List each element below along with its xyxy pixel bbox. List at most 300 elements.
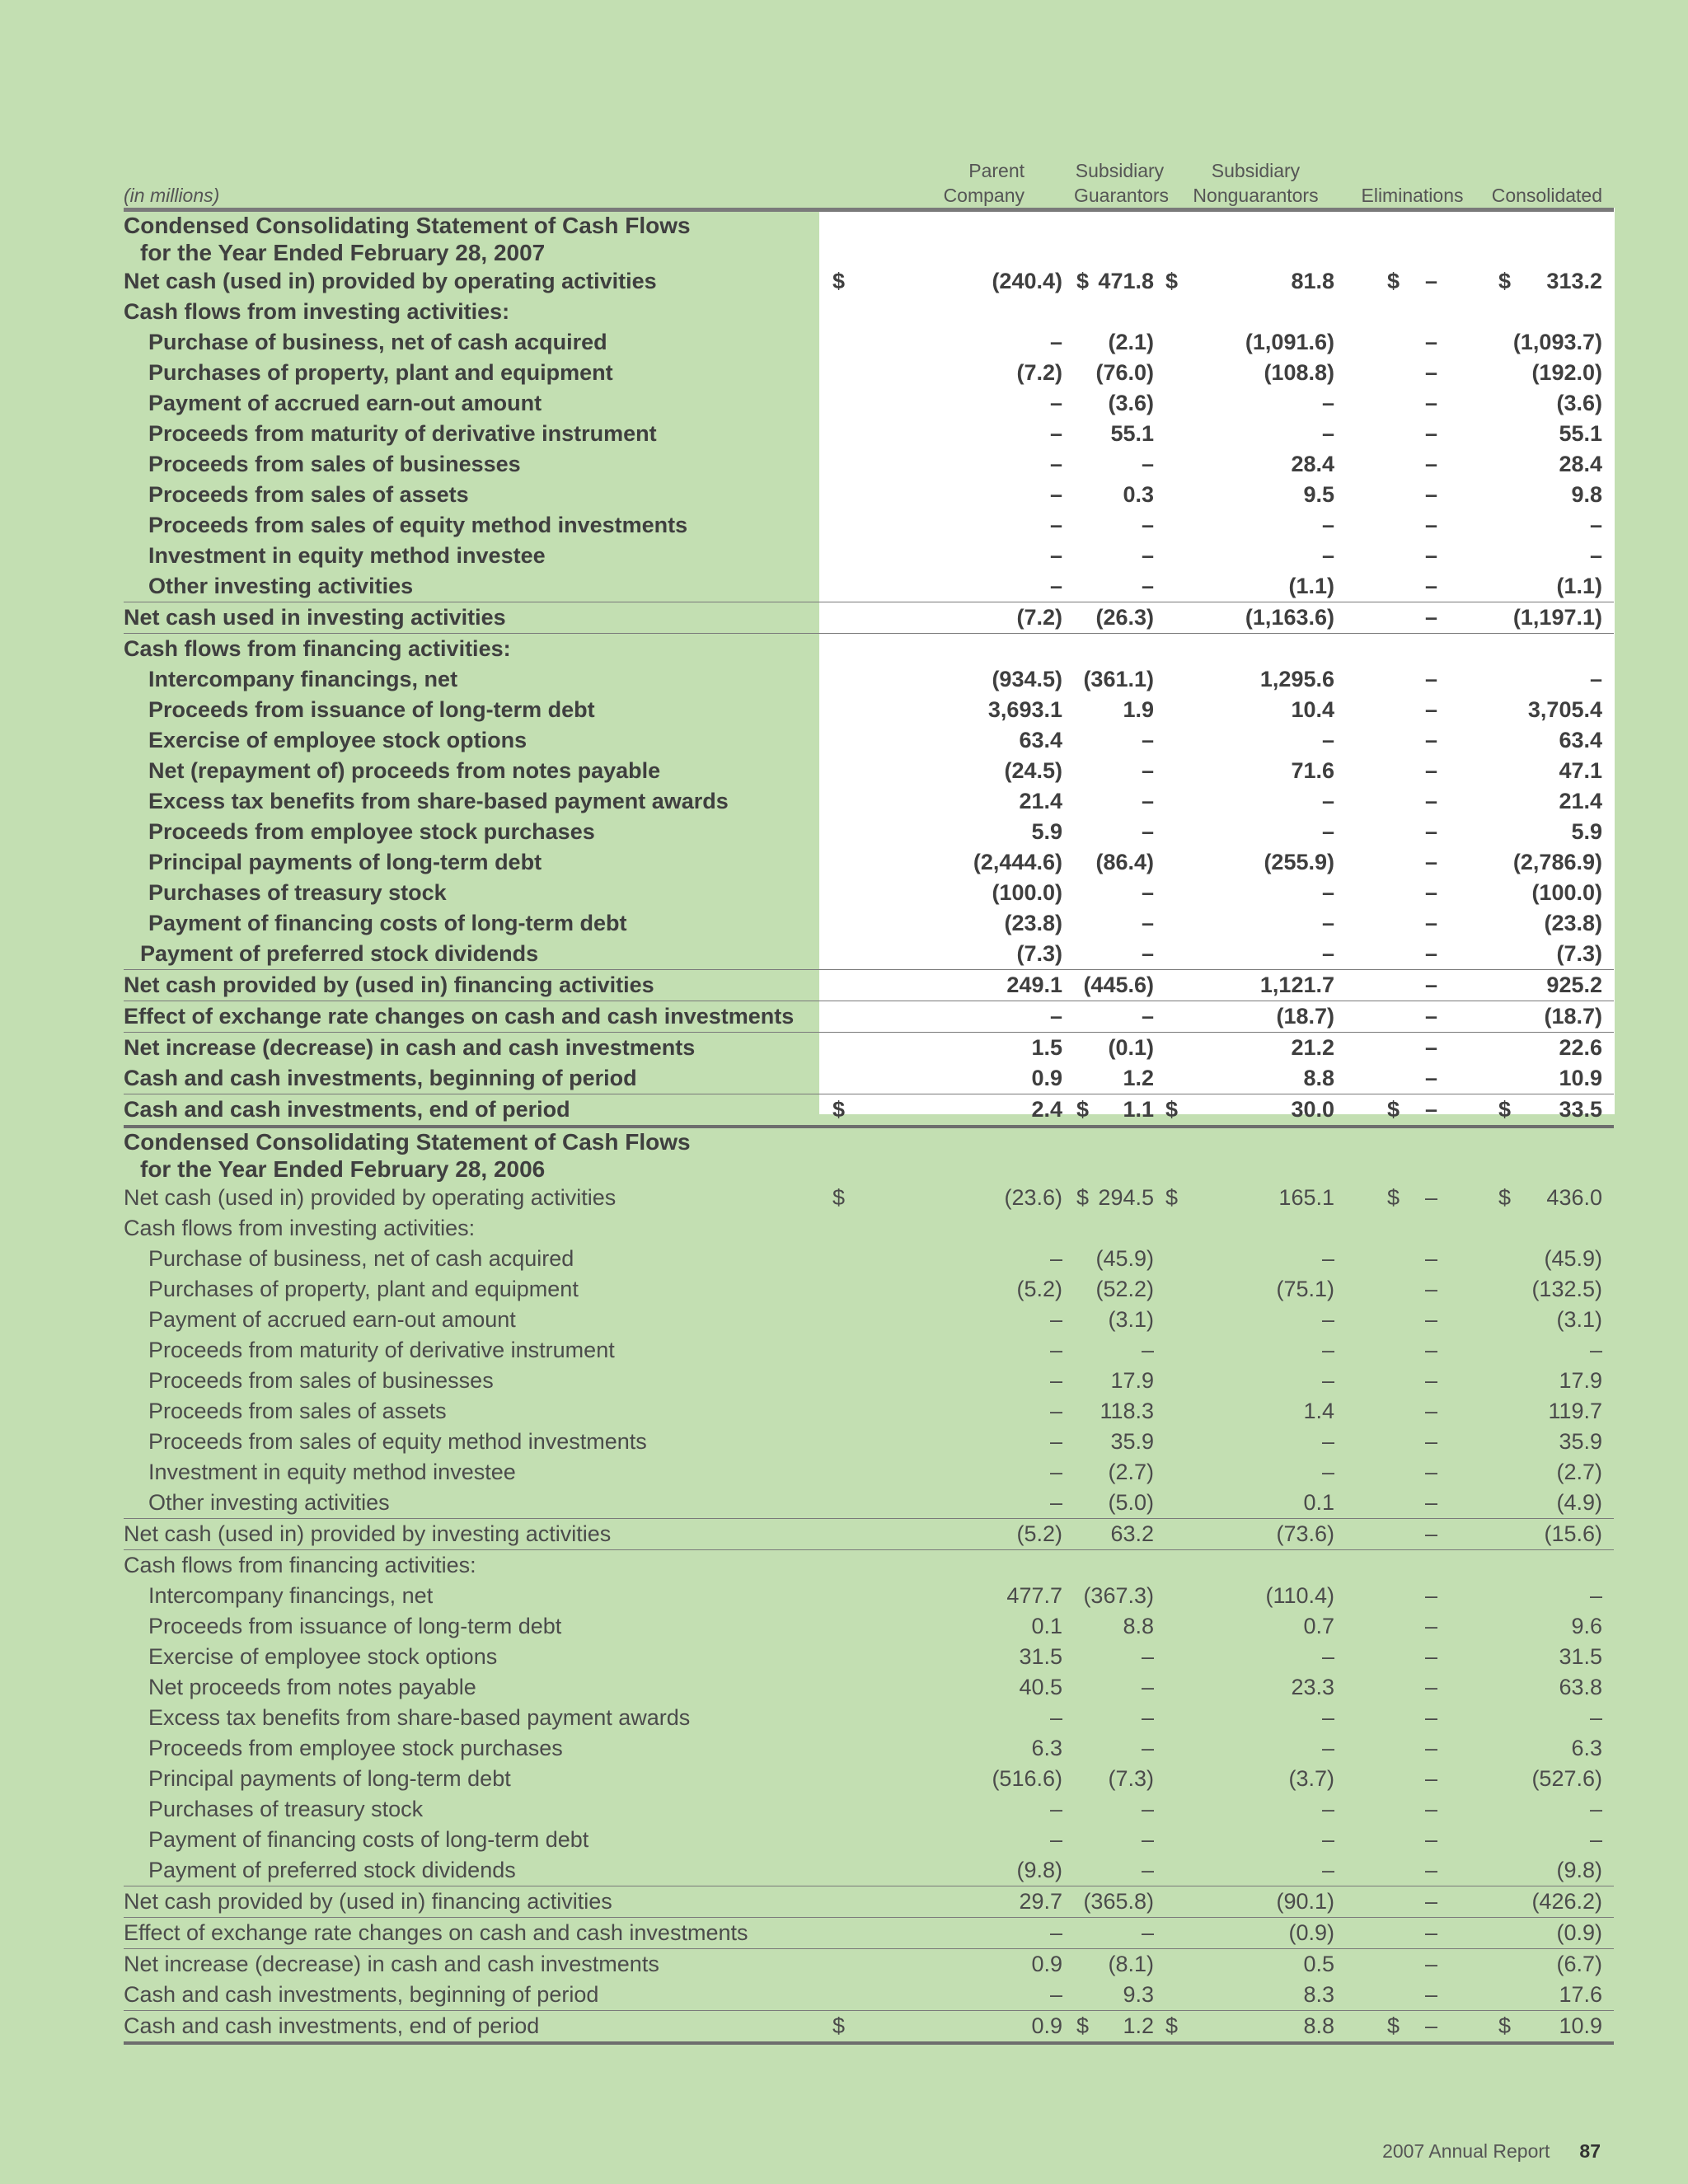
cell-value: (1,163.6) xyxy=(1245,605,1334,630)
row-label: Proceeds from employee stock purchases xyxy=(148,819,595,844)
cell-value: (18.7) xyxy=(1544,1004,1602,1029)
cell-guarantors xyxy=(1074,1794,1165,1825)
cell-value: – xyxy=(1424,1889,1437,1914)
cell-nonguarantors xyxy=(1165,817,1346,847)
row-label: Net cash used in investing activities xyxy=(124,602,819,634)
cell-value: – xyxy=(1424,330,1437,354)
empty-cell xyxy=(1074,1127,1165,1155)
cell-value: – xyxy=(1049,1460,1062,1484)
row-label: Payment of financing costs of long-term debt xyxy=(148,911,627,935)
cell-consolidated xyxy=(1479,1949,1614,1980)
empty-cell xyxy=(1074,1155,1165,1183)
currency-symbol: $ xyxy=(1498,1185,1512,1210)
cell-eliminations xyxy=(1346,1274,1479,1305)
cell-value: – xyxy=(1589,543,1602,568)
cell-nonguarantors xyxy=(1165,1611,1346,1642)
cell-nonguarantors xyxy=(1165,1396,1346,1427)
row-label: Net cash provided by (used in) financing activities xyxy=(124,970,819,1001)
row-label: Proceeds from maturity of derivative instrument xyxy=(148,421,657,446)
cell-guarantors xyxy=(1074,847,1165,878)
cell-value: 3,705.4 xyxy=(1527,697,1602,722)
cell-value: (1.1) xyxy=(1556,574,1602,598)
cell-eliminations xyxy=(1346,1794,1479,1825)
table-row xyxy=(124,1918,1614,1949)
cell-value: – xyxy=(1141,1736,1154,1760)
col-header-eliminations: Eliminations xyxy=(1346,152,1479,210)
cell-consolidated xyxy=(1479,449,1614,480)
table-row xyxy=(124,571,1614,602)
cell-value: – xyxy=(1424,421,1437,446)
cell-eliminations xyxy=(1346,419,1479,449)
cell-guarantors xyxy=(1074,1764,1165,1794)
cell-value: 0.1 xyxy=(1303,1490,1334,1515)
cell-eliminations xyxy=(1346,1886,1479,1918)
cell-value: – xyxy=(1589,1797,1602,1821)
cell-parent xyxy=(819,1244,1074,1274)
cell-value: – xyxy=(1424,482,1437,507)
cell-value: – xyxy=(1321,543,1334,568)
cell-value: 294.5 xyxy=(1098,1185,1154,1210)
cell-value: 1.5 xyxy=(1031,1035,1062,1060)
cell-eliminations xyxy=(1346,1335,1479,1366)
table-row xyxy=(124,1396,1614,1427)
cell-value: – xyxy=(1424,911,1437,935)
currency-symbol: $ xyxy=(1387,269,1400,293)
cell-parent xyxy=(819,1672,1074,1703)
cell-value: – xyxy=(1049,1368,1062,1393)
cell-consolidated xyxy=(1479,1642,1614,1672)
cell-value: 55.1 xyxy=(1110,421,1154,446)
currency-symbol: $ xyxy=(1387,2013,1400,2038)
cell-value: 29.7 xyxy=(1019,1889,1062,1914)
currency-symbol: $ xyxy=(1387,1185,1400,1210)
cell-value: 436.0 xyxy=(1546,1185,1602,1210)
cell-value: 8.3 xyxy=(1303,1982,1334,2007)
row-label: Excess tax benefits from share-based payment awards xyxy=(148,1705,691,1730)
cell-guarantors xyxy=(1074,1457,1165,1488)
table-row xyxy=(124,1063,1614,1094)
cell-value: (86.4) xyxy=(1095,850,1154,874)
cell-parent xyxy=(819,756,1074,786)
table-row xyxy=(124,1733,1614,1764)
cell-value: – xyxy=(1141,1858,1154,1882)
table-row xyxy=(124,1488,1614,1519)
cell-value: – xyxy=(1424,941,1437,966)
cell-value: – xyxy=(1321,513,1334,537)
cell-guarantors xyxy=(1074,1519,1165,1550)
cell-consolidated xyxy=(1479,664,1614,695)
cell-guarantors xyxy=(1074,266,1165,297)
cell-value: – xyxy=(1424,758,1437,783)
cell-value: – xyxy=(1424,880,1437,905)
table-row xyxy=(124,1427,1614,1457)
cell-consolidated xyxy=(1479,1396,1614,1427)
cell-consolidated xyxy=(1479,510,1614,541)
cell-value: – xyxy=(1424,1675,1437,1699)
cell-consolidated xyxy=(1479,1305,1614,1335)
cell-value: (110.4) xyxy=(1265,1583,1334,1608)
cell-value: – xyxy=(1424,2013,1437,2038)
cell-parent xyxy=(819,602,1074,634)
cell-eliminations xyxy=(1346,1244,1479,1274)
row-label: Exercise of employee stock options xyxy=(148,1644,498,1669)
cell-value: (361.1) xyxy=(1083,667,1154,691)
cell-guarantors xyxy=(1074,1274,1165,1305)
cell-guarantors xyxy=(1074,1611,1165,1642)
cell-value: – xyxy=(1424,697,1437,722)
cell-value: (934.5) xyxy=(992,667,1062,691)
table-row xyxy=(124,634,1614,665)
cell-value: – xyxy=(1424,1277,1437,1301)
table-row xyxy=(124,480,1614,510)
cell-value: 31.5 xyxy=(1019,1644,1062,1669)
cell-nonguarantors xyxy=(1165,695,1346,725)
cell-value: – xyxy=(1589,667,1602,691)
cell-consolidated xyxy=(1479,1980,1614,2011)
currency-symbol: $ xyxy=(1076,1097,1090,1122)
cell-value: 9.6 xyxy=(1571,1614,1602,1638)
cell-value: 925.2 xyxy=(1546,972,1602,997)
cell-value: (108.8) xyxy=(1264,360,1334,385)
cell-value: – xyxy=(1321,1429,1334,1454)
table-row xyxy=(124,1764,1614,1794)
cell-nonguarantors xyxy=(1165,634,1346,665)
row-label: Proceeds from sales of equity method investments xyxy=(148,513,688,537)
table-row xyxy=(124,1825,1614,1855)
section-title-row xyxy=(124,210,1614,240)
cell-value: – xyxy=(1424,1705,1437,1730)
empty-cell xyxy=(1346,1155,1479,1183)
cell-eliminations xyxy=(1346,1427,1479,1457)
cell-value: (365.8) xyxy=(1083,1889,1154,1914)
cell-consolidated xyxy=(1479,480,1614,510)
cell-consolidated xyxy=(1479,1274,1614,1305)
table-row xyxy=(124,664,1614,695)
cell-value: – xyxy=(1424,391,1437,415)
cell-value: – xyxy=(1321,911,1334,935)
cell-value: (0.9) xyxy=(1288,1920,1334,1945)
cell-parent xyxy=(819,970,1074,1001)
cell-value: – xyxy=(1321,880,1334,905)
cell-eliminations xyxy=(1346,1855,1479,1886)
cell-value: – xyxy=(1049,1246,1062,1271)
cell-parent xyxy=(819,297,1074,327)
cell-value: (24.5) xyxy=(1004,758,1062,783)
cell-value: – xyxy=(1424,574,1437,598)
cell-value: – xyxy=(1424,972,1437,997)
cell-value: 28.4 xyxy=(1291,452,1334,476)
cell-guarantors xyxy=(1074,1886,1165,1918)
row-label: Net (repayment of) proceeds from notes payable xyxy=(148,758,661,783)
cell-eliminations xyxy=(1346,1550,1479,1582)
table-row xyxy=(124,541,1614,571)
cell-nonguarantors xyxy=(1165,756,1346,786)
cell-eliminations xyxy=(1346,1733,1479,1764)
cell-parent xyxy=(819,2011,1074,2044)
cell-value: – xyxy=(1321,391,1334,415)
cell-nonguarantors xyxy=(1165,327,1346,358)
cell-parent xyxy=(819,480,1074,510)
cell-eliminations xyxy=(1346,970,1479,1001)
cell-value: (527.6) xyxy=(1531,1766,1602,1791)
cell-eliminations xyxy=(1346,1581,1479,1611)
cell-eliminations xyxy=(1346,1703,1479,1733)
cell-parent xyxy=(819,449,1074,480)
cell-value: – xyxy=(1424,1399,1437,1423)
cell-eliminations xyxy=(1346,878,1479,908)
row-label: Net cash provided by (used in) financing activities xyxy=(124,1886,819,1918)
cell-value: – xyxy=(1049,1705,1062,1730)
cell-value: – xyxy=(1321,421,1334,446)
cell-value: 28.4 xyxy=(1559,452,1602,476)
row-label: Cash and cash investments, beginning of period xyxy=(124,1066,637,1090)
currency-symbol: $ xyxy=(832,269,846,293)
table-row xyxy=(124,786,1614,817)
cell-value: – xyxy=(1424,1827,1437,1852)
currency-symbol: $ xyxy=(1387,1097,1400,1122)
cell-value: 81.8 xyxy=(1291,269,1334,293)
cell-consolidated xyxy=(1479,756,1614,786)
cell-guarantors xyxy=(1074,510,1165,541)
table-row xyxy=(124,1672,1614,1703)
cell-nonguarantors xyxy=(1165,1949,1346,1980)
cell-value: 17.9 xyxy=(1110,1368,1154,1393)
cell-value: – xyxy=(1424,1644,1437,1669)
cell-value: 249.1 xyxy=(1006,972,1062,997)
cell-consolidated xyxy=(1479,847,1614,878)
cell-eliminations xyxy=(1346,1980,1479,2011)
cell-value: – xyxy=(1049,1004,1062,1029)
report-title: 2007 Annual Report xyxy=(1382,2140,1550,2162)
empty-cell xyxy=(1479,210,1614,240)
table-row xyxy=(124,327,1614,358)
cell-value: – xyxy=(1321,1736,1334,1760)
cell-guarantors xyxy=(1074,602,1165,634)
cell-guarantors xyxy=(1074,1094,1165,1127)
table-row xyxy=(124,449,1614,480)
cell-nonguarantors xyxy=(1165,1794,1346,1825)
cell-parent xyxy=(819,1094,1074,1127)
cell-value: – xyxy=(1424,667,1437,691)
currency-symbol: $ xyxy=(1498,2013,1512,2038)
table-row xyxy=(124,939,1614,970)
cell-eliminations xyxy=(1346,1094,1479,1127)
table-row xyxy=(124,266,1614,297)
cell-guarantors xyxy=(1074,1918,1165,1949)
row-label: Exercise of employee stock options xyxy=(148,728,528,752)
cell-parent xyxy=(819,1488,1074,1519)
cell-consolidated xyxy=(1479,878,1614,908)
cell-nonguarantors xyxy=(1165,970,1346,1001)
cell-value: (5.2) xyxy=(1016,1277,1062,1301)
cell-value: – xyxy=(1424,1368,1437,1393)
row-label: Proceeds from issuance of long-term debt xyxy=(148,697,595,722)
cell-nonguarantors xyxy=(1165,388,1346,419)
section-title: for the Year Ended February 28, 2006 xyxy=(140,1156,546,1182)
empty-cell xyxy=(1165,210,1346,240)
cell-parent xyxy=(819,1183,1074,1213)
cell-consolidated xyxy=(1479,1672,1614,1703)
currency-symbol: $ xyxy=(1076,1185,1090,1210)
cell-value: – xyxy=(1321,1797,1334,1821)
cell-guarantors xyxy=(1074,725,1165,756)
currency-symbol: $ xyxy=(1076,2013,1090,2038)
cell-consolidated xyxy=(1479,1918,1614,1949)
cell-value: – xyxy=(1424,452,1437,476)
cell-consolidated xyxy=(1479,634,1614,665)
cell-value: – xyxy=(1321,941,1334,966)
table-row xyxy=(124,878,1614,908)
cell-value: – xyxy=(1049,574,1062,598)
cell-guarantors xyxy=(1074,1733,1165,1764)
cell-value: – xyxy=(1321,819,1334,844)
cell-value: – xyxy=(1424,1429,1437,1454)
section-title: for the Year Ended February 28, 2007 xyxy=(140,240,546,265)
cell-guarantors xyxy=(1074,1335,1165,1366)
table-row xyxy=(124,695,1614,725)
row-label: Net increase (decrease) in cash and cash investments xyxy=(124,1949,819,1980)
cell-parent xyxy=(819,1611,1074,1642)
cell-value: – xyxy=(1424,728,1437,752)
cell-value: (73.6) xyxy=(1276,1521,1334,1546)
cell-value: 47.1 xyxy=(1559,758,1602,783)
cell-parent xyxy=(819,1642,1074,1672)
row-label: Net cash (used in) provided by investing activities xyxy=(124,1519,819,1550)
cell-parent xyxy=(819,1581,1074,1611)
cell-value: – xyxy=(1141,1338,1154,1362)
cell-eliminations xyxy=(1346,908,1479,939)
cell-consolidated xyxy=(1479,1488,1614,1519)
cell-nonguarantors xyxy=(1165,1335,1346,1366)
cell-value: (0.9) xyxy=(1556,1920,1602,1945)
table-row xyxy=(124,1033,1614,1064)
table-row xyxy=(124,510,1614,541)
cell-value: (90.1) xyxy=(1276,1889,1334,1914)
table-row xyxy=(124,358,1614,388)
cell-value: (1,091.6) xyxy=(1245,330,1334,354)
cell-value: (100.0) xyxy=(1531,880,1602,905)
cell-guarantors xyxy=(1074,1213,1165,1244)
cell-parent xyxy=(819,1794,1074,1825)
cell-value: 1,295.6 xyxy=(1259,667,1334,691)
row-label: Purchase of business, net of cash acquired xyxy=(148,330,607,354)
cell-parent xyxy=(819,1519,1074,1550)
cell-value: – xyxy=(1424,1521,1437,1546)
cell-value: (1,093.7) xyxy=(1512,330,1602,354)
table-row xyxy=(124,1886,1614,1918)
cell-value: – xyxy=(1049,543,1062,568)
cell-consolidated xyxy=(1479,419,1614,449)
cell-value: 0.7 xyxy=(1303,1614,1334,1638)
cell-value: 9.8 xyxy=(1571,482,1602,507)
cell-guarantors xyxy=(1074,664,1165,695)
currency-symbol: $ xyxy=(1165,269,1179,293)
table-row xyxy=(124,1274,1614,1305)
cell-value: (18.7) xyxy=(1276,1004,1334,1029)
cell-value: 55.1 xyxy=(1559,421,1602,446)
cell-value: 21.4 xyxy=(1559,789,1602,813)
row-label: Purchase of business, net of cash acquired xyxy=(148,1246,574,1271)
cell-value: (4.9) xyxy=(1556,1490,1602,1515)
cell-parent xyxy=(819,327,1074,358)
cell-nonguarantors xyxy=(1165,1855,1346,1886)
cell-eliminations xyxy=(1346,817,1479,847)
cell-nonguarantors xyxy=(1165,1886,1346,1918)
cell-value: (75.1) xyxy=(1276,1277,1334,1301)
cell-value: 0.3 xyxy=(1123,482,1154,507)
row-label: Purchases of treasury stock xyxy=(148,1797,424,1821)
row-label: Principal payments of long-term debt xyxy=(148,850,542,874)
cell-eliminations xyxy=(1346,1519,1479,1550)
cell-value: 165.1 xyxy=(1278,1185,1334,1210)
empty-cell xyxy=(1479,1127,1614,1155)
cell-value: 21.4 xyxy=(1019,789,1062,813)
cell-value: – xyxy=(1589,513,1602,537)
cell-consolidated xyxy=(1479,1764,1614,1794)
cell-nonguarantors xyxy=(1165,1918,1346,1949)
cell-value: (23.6) xyxy=(1004,1185,1062,1210)
currency-symbol: $ xyxy=(832,1097,846,1122)
cell-consolidated xyxy=(1479,297,1614,327)
cell-value: 1,121.7 xyxy=(1259,972,1334,997)
cell-value: – xyxy=(1321,1246,1334,1271)
cell-guarantors xyxy=(1074,1703,1165,1733)
cell-value: – xyxy=(1141,758,1154,783)
cell-value: 0.5 xyxy=(1303,1952,1334,1976)
cell-eliminations xyxy=(1346,358,1479,388)
cell-parent xyxy=(819,1886,1074,1918)
cell-value: – xyxy=(1141,911,1154,935)
row-label: Net cash (used in) provided by operating activities xyxy=(124,1185,617,1210)
cell-value: (255.9) xyxy=(1264,850,1334,874)
cell-value: 3,693.1 xyxy=(987,697,1062,722)
currency-symbol: $ xyxy=(1498,269,1512,293)
row-label: Net proceeds from notes payable xyxy=(148,1675,476,1699)
table-row xyxy=(124,1794,1614,1825)
cell-value: – xyxy=(1321,1644,1334,1669)
currency-symbol: $ xyxy=(832,1185,846,1210)
cell-value: – xyxy=(1049,513,1062,537)
row-label: Other investing activities xyxy=(148,574,414,598)
table-row xyxy=(124,1305,1614,1335)
cell-value: 1.9 xyxy=(1123,697,1154,722)
cell-consolidated xyxy=(1479,786,1614,817)
cell-value: (192.0) xyxy=(1531,360,1602,385)
cell-value: – xyxy=(1424,1490,1437,1515)
cell-guarantors xyxy=(1074,695,1165,725)
cell-value: – xyxy=(1141,1705,1154,1730)
cell-eliminations xyxy=(1346,571,1479,602)
empty-cell xyxy=(1479,1155,1614,1183)
cell-eliminations xyxy=(1346,756,1479,786)
cell-value: 1.2 xyxy=(1123,1066,1154,1090)
empty-cell xyxy=(819,1155,1074,1183)
cell-value: – xyxy=(1321,1858,1334,1882)
currency-symbol: $ xyxy=(832,2013,846,2038)
cell-consolidated xyxy=(1479,266,1614,297)
cell-consolidated xyxy=(1479,1183,1614,1213)
table-row xyxy=(124,1642,1614,1672)
cell-nonguarantors xyxy=(1165,1825,1346,1855)
cell-consolidated xyxy=(1479,725,1614,756)
cell-parent xyxy=(819,1550,1074,1582)
row-label: Net cash (used in) provided by operating activities xyxy=(124,269,657,293)
cell-consolidated xyxy=(1479,908,1614,939)
cell-eliminations xyxy=(1346,634,1479,665)
table-row xyxy=(124,388,1614,419)
cell-value: – xyxy=(1424,1004,1437,1029)
cell-eliminations xyxy=(1346,602,1479,634)
